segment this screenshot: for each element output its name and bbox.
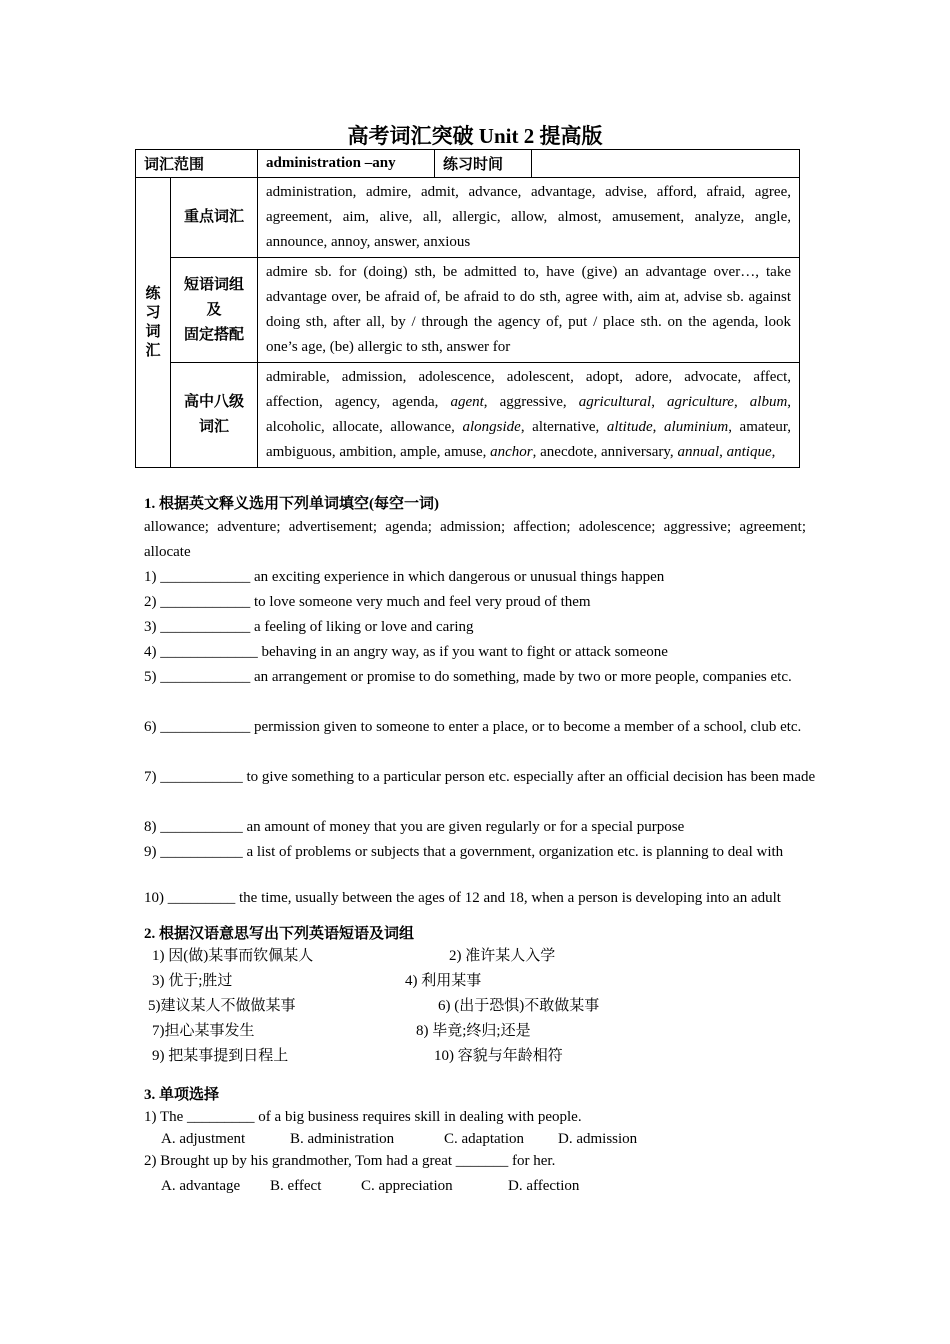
category-key-words: 重点词汇	[171, 178, 258, 258]
list-item: 9) 把某事提到日程上	[152, 1048, 289, 1064]
list-item: 4) 利用某事	[405, 973, 482, 989]
section2-heading: 2. 根据汉语意思写出下列英语短语及词组	[144, 926, 415, 942]
option-d: D. affection	[508, 1178, 580, 1194]
list-item: 5)建议某人不做做某事	[148, 998, 296, 1014]
time-label: 练习时间	[435, 150, 532, 178]
list-item: 1) 因(做)某事而钦佩某人	[152, 948, 314, 964]
option-d: D. admission	[558, 1131, 638, 1147]
option-c: C. appreciation	[361, 1178, 453, 1194]
section1-heading: 1. 根据英文释义选用下列单词填空(每空一词)	[144, 496, 439, 512]
category-phrases: 短语词组 及 固定搭配	[171, 258, 258, 363]
key-words-list: administration, admire, admit, advance, advantage, advise, afford, afraid, agree, agreement, aim, alive, all, allergic, allow, almost, amusement, analyze, angle, announce, annoy, answer, anxious	[258, 178, 800, 258]
range-label: 词汇范围	[136, 150, 258, 178]
vocabulary-table	[135, 149, 800, 468]
list-item: 3) ____________ a feeling of liking or love and caring	[144, 619, 474, 635]
option-a: A. advantage	[161, 1178, 241, 1194]
list-item: 9) ___________ a list of problems or subjects that a government, organization etc. is planning to deal with	[144, 844, 784, 860]
table-header-row	[136, 150, 800, 178]
list-item: 4) _____________ behaving in an angry way, as if you want to fight or attack someone	[144, 644, 668, 660]
list-item: 6) ____________ permission given to someone to enter a place, or to become a member of a school, club etc.	[144, 719, 802, 735]
side-label: 练 习 词 汇	[136, 178, 171, 468]
question-stem: 2) Brought up by his grandmother, Tom had a great _______ for her.	[144, 1153, 556, 1169]
page-title: 高考词汇突破 Unit 2 提高版	[347, 124, 603, 148]
list-item: 2) 准许某人入学	[449, 948, 556, 964]
option-b: B. administration	[290, 1131, 395, 1147]
question-stem: 1) The _________ of a big business requires skill in dealing with people.	[144, 1109, 582, 1125]
time-value	[532, 150, 800, 178]
list-item: 10) 容貌与年龄相符	[434, 1048, 563, 1064]
list-item: 5) ____________ an arrangement or promise to do something, made by two or more people, companies etc.	[144, 669, 792, 685]
list-item: 6) (出于恐惧)不敢做某事	[438, 998, 600, 1014]
list-item: 8) 毕竟;终归;还是	[416, 1023, 531, 1039]
phrases-list: admire sb. for (doing) sth, be admitted to, have (give) an advantage over…, take advantage over, be afraid of, be afraid to do sth, agree with, aim at, advise sb. against doing sth, after all, by / through the agency of, put / place sth. on the agenda, look one’s age, (be) allergic to sth, answer for	[258, 258, 800, 363]
advanced-words-list: admirable, admission, adolescence, adolescent, adopt, adore, advocate, affect, affection, agency, agenda, agent, aggressive, agricultural, agriculture, album, alcoholic, allocate, allowance, alongside, alternative, altitude, aluminium, amateur, ambiguous, ambition, ample, amuse, anchor, anecdote, anniversary, annual, antique,	[258, 363, 800, 468]
option-a: A. adjustment	[161, 1131, 246, 1147]
list-item: 3) 优于;胜过	[152, 973, 233, 989]
list-item: 2) ____________ to love someone very much and feel very proud of them	[144, 594, 591, 610]
range-value: administration –any	[258, 150, 435, 178]
table-row	[136, 178, 800, 258]
table-row	[136, 258, 800, 363]
table-row	[136, 363, 800, 468]
list-item: 1) ____________ an exciting experience in which dangerous or unusual things happen	[144, 569, 665, 585]
list-item: 7) ___________ to give something to a particular person etc. especially after an official decision has been made	[144, 769, 816, 785]
category-advanced: 高中八级 词汇	[171, 363, 258, 468]
section3-heading: 3. 单项选择	[144, 1087, 220, 1103]
word-bank: allowance; adventure; advertisement; agenda; admission; affection; adolescence; aggressive; agreement; allocate	[144, 519, 806, 560]
option-c: C. adaptation	[444, 1131, 524, 1147]
option-b: B. effect	[270, 1178, 322, 1194]
list-item: 7)担心某事发生	[152, 1023, 255, 1039]
list-item: 8) ___________ an amount of money that you are given regularly or for a special purpose	[144, 819, 685, 835]
list-item: 10) _________ the time, usually between the ages of 12 and 18, when a person is developing into an adult	[144, 890, 781, 906]
